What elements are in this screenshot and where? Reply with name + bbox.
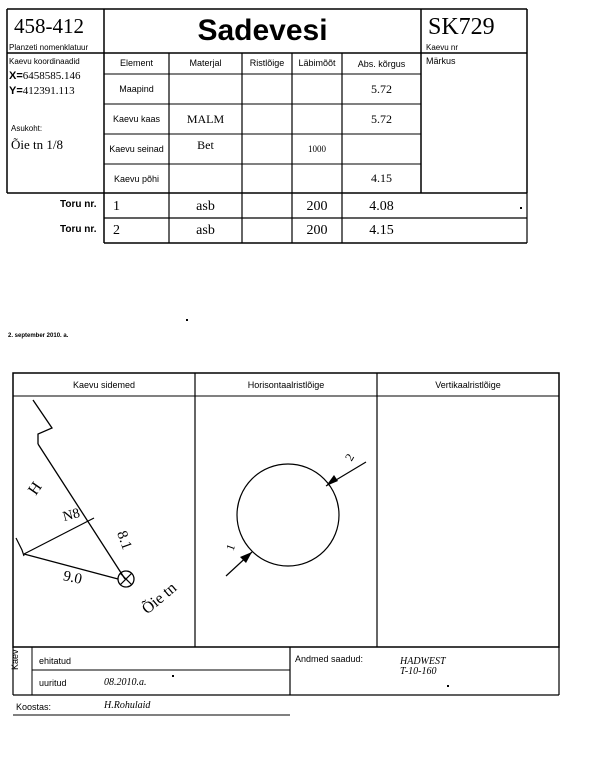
panel-title-vertical: Vertikaalristlõige: [435, 379, 501, 390]
well-number-label: Kaevu nr: [426, 43, 459, 52]
data-source-value: HADWEST: [400, 656, 446, 667]
row-diameter: 1000: [308, 144, 326, 154]
row-element: Kaevu seinad: [109, 144, 164, 154]
handwritten-dist-9-0: 9.0: [61, 568, 84, 588]
col-cross-section: Ristlõige: [249, 57, 285, 68]
surveyed-label: uuritud: [39, 678, 67, 688]
built-label: ehitatud: [39, 656, 72, 666]
pipe-material: asb: [196, 223, 215, 238]
row-material: Bet: [197, 137, 214, 152]
col-diameter: Läbimõõt: [298, 57, 336, 68]
data-source-label: Andmed saadud:: [295, 654, 364, 664]
row-element: Kaevu kaas: [112, 114, 161, 124]
nomenclature-code: 458-412: [14, 14, 84, 38]
data-source-code: T-10-160: [400, 666, 437, 677]
pipe-label: Toru nr.: [60, 224, 97, 235]
compiled-label: Koostas:: [16, 702, 52, 712]
pipe-abs-height: 4.15: [369, 223, 394, 238]
well-vertical-label: Kaev: [10, 649, 20, 670]
scan-dot: [172, 675, 174, 677]
location-label: Asukoht:: [11, 124, 43, 133]
well-number: SK729: [428, 14, 495, 40]
date: 2. september 2010. a.: [8, 333, 69, 339]
coord-x-value: 6458585.146: [22, 70, 81, 82]
row-material: MALM: [186, 111, 225, 126]
pipe-number: 1: [113, 199, 120, 214]
row-abs-height: 5.72: [371, 111, 392, 126]
row-element: Kaevu põhi: [113, 173, 160, 184]
coord-y-value: 412391.113: [22, 85, 75, 97]
col-material: Materjal: [189, 57, 222, 68]
scan-dot: [186, 319, 188, 321]
location-value: Õie tn 1/8: [11, 137, 63, 152]
surveyed-value: 08.2010.a.: [104, 677, 147, 688]
row-abs-height: 5.72: [371, 81, 392, 96]
scan-dot: [520, 207, 522, 209]
pipe-abs-height: 4.08: [369, 198, 394, 214]
col-abs-height: Abs. kõrgus: [357, 58, 406, 69]
handwritten-h: H: [25, 479, 46, 499]
pipe-arrow-1-label: 1: [222, 542, 239, 553]
coord-x-label: X=: [9, 70, 23, 82]
coords-label: Kaevu koordinaadid: [9, 57, 80, 66]
pipe-diameter: 200: [306, 198, 328, 214]
pipe-arrow-2-label: 2: [342, 451, 358, 464]
handwritten-street: Õie tn: [138, 579, 181, 618]
col-remarks: Märkus: [426, 56, 456, 66]
page-title: Sadevesi: [197, 14, 328, 47]
row-element: Maapind: [119, 84, 154, 94]
row-abs-height: 4.15: [371, 171, 392, 185]
coord-x: [9, 70, 81, 82]
panel-title-horizontal: Horisontaalristlõige: [247, 379, 325, 390]
col-element: Element: [119, 57, 154, 68]
panel-title-links: Kaevu sidemed: [72, 379, 136, 390]
handwritten-dist-8-1: 8.1: [113, 528, 135, 552]
nomenclature-label: Planzeti nomenklatuur: [9, 43, 89, 52]
pipe-number: 2: [113, 223, 120, 238]
coord-y-label: Y=: [9, 85, 23, 97]
pipe-diameter: 200: [306, 223, 328, 238]
scan-dot: [447, 685, 449, 687]
coord-y: [9, 85, 75, 97]
pipe-material: asb: [196, 198, 215, 214]
pipe-label: Toru nr.: [60, 199, 97, 210]
compiled-value: H.Rohulaid: [104, 700, 151, 711]
handwritten-n8: N8: [61, 506, 82, 525]
